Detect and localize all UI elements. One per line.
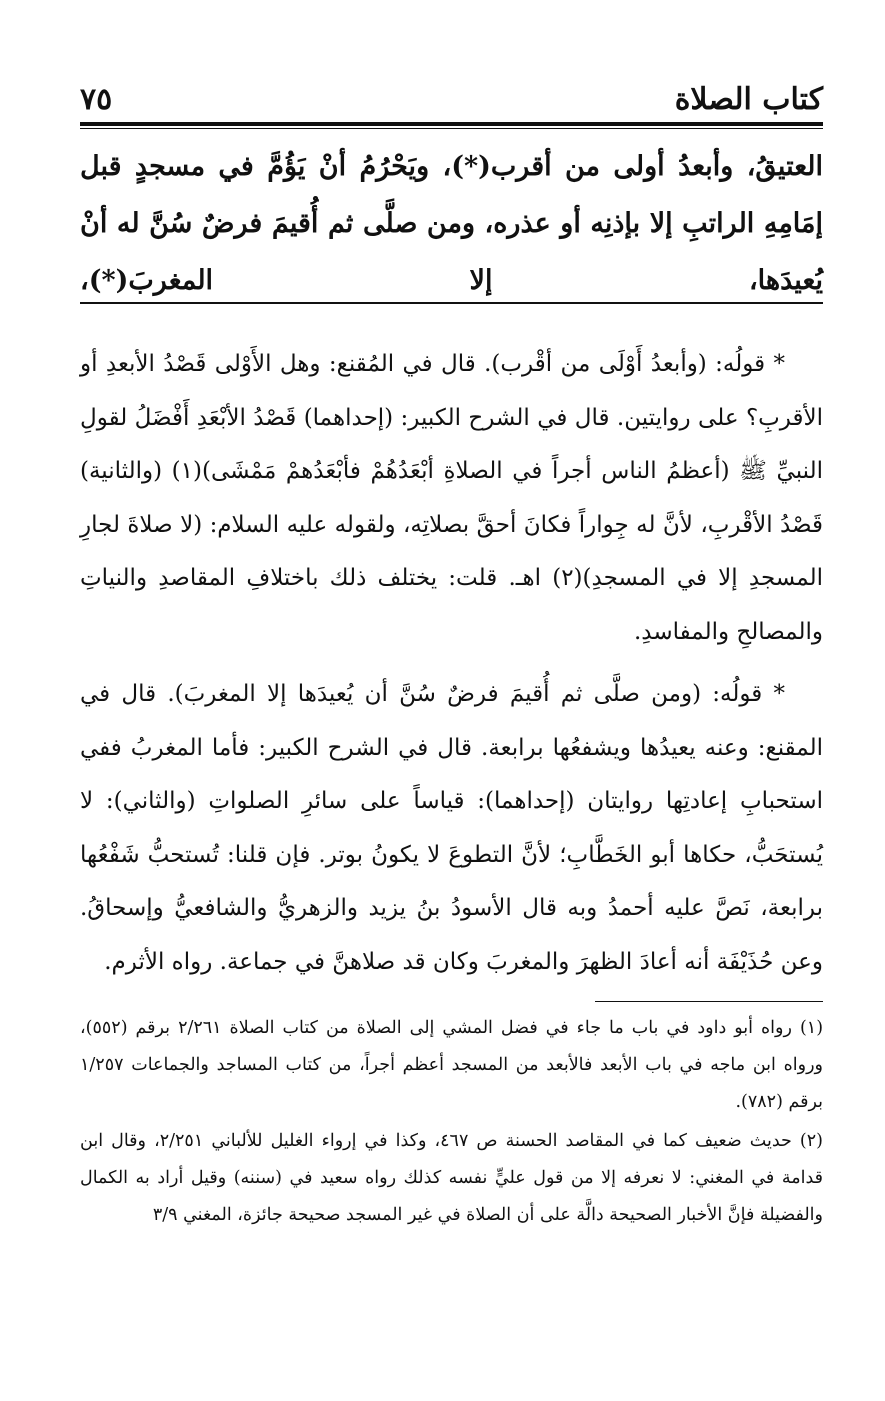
header-rule-thin xyxy=(80,128,823,129)
page-number: ٧٥ xyxy=(80,82,113,117)
main-text xyxy=(80,138,823,309)
footnote-rule xyxy=(595,1001,823,1002)
main-text-paragraph: العتيقُ، وأبعدُ أولى من أقرب(*)، ويَحْرُمُ أنْ يَؤُمَّ في مسجدٍ قبل إمَامِهِ الراتبِ إلا بإذنِه أو عذره، ومن صلَّى ثم أُقيمَ فرضٌ سُنَّ له أنْ يُعيدَها، إلا المغربَ(*)، xyxy=(80,151,823,296)
section-divider xyxy=(80,302,823,304)
chapter-title: كتاب الصلاة xyxy=(674,82,823,117)
page-header xyxy=(80,76,823,120)
commentary-paragraph-1: * قولُه: (وأبعدُ أَوْلَى من أقْرب). قال في المُقنع: وهل الأَوْلى قَصْدُ الأبعدِ أو الأقربِ؟ على روايتين. قال في الشرح الكبير: (إحداهما) قَصْدُ الأبْعَدِ أَفْضَلُ لقولِ النبيِّ ﷺ (أعظمُ الناس أجراً في الصلاةِ أبْعَدُهُمْ فأبْعَدُهمْ مَمْشَى)(١) (والثانية) قَصْدُ الأقْربِ، لأنَّ له جِواراً فكانَ أحقَّ بصلاتِه، ولقوله عليه السلام: (لا صلاةَ لجارِ المسجدِ إلا في المسجدِ)(٢) اهـ. قلت: يختلف ذلك باختلافِ المقاصدِ والنياتِ والمصالحِ والمفاسدِ. xyxy=(80,351,824,645)
commentary-paragraph-2: * قولُه: (ومن صلَّى ثم أُقيمَ فرضٌ سُنَّ أن يُعيدَها إلا المغربَ). قال في المقنع: وعنه يعيدُها ويشفعُها برابعة. قال في الشرح الكبير: فأما المغربُ ففي استحبابِ إعادتِها روايتان (إحداهما): قياساً على سائرِ الصلواتِ (والثاني): لا يُستحَبُّ، حكاها أبو الخَطَّابِ؛ لأنَّ التطوعَ لا يكونُ بوتر. فإن قلنا: تُستحبُّ شَفْعُها برابعة، نَصَّ عليه أحمدُ وبه قال الأسودُ بنُ يزيد والزهريُّ والشافعيُّ وإسحاقُ. وعن حُذَيْفَة أنه أعادَ الظهرَ والمغربَ وكان قد صلاهنَّ في جماعة. رواه الأثرم. xyxy=(80,681,823,975)
footnote-1: (١) رواه أبو داود في باب ما جاء في فضل المشي إلى الصلاة من كتاب الصلاة ٢/٢٦١ برقم (٥٥٢)، ورواه ابن ماجه في باب الأبعد فالأبعد من المسجد أعظم أجراً، من كتاب المساجد والجماعات ١/٢٥٧ برقم (٧٨٢). xyxy=(80,1018,824,1112)
commentary xyxy=(80,338,823,998)
header-rule-thick xyxy=(80,122,823,126)
footnotes xyxy=(80,1010,823,1236)
footnote-2: (٢) حديث ضعيف كما في المقاصد الحسنة ص ٤٦٧، وكذا في إرواء الغليل للألباني ٢/٢٥١، وقال ابن قدامة في المغني: لا نعرفه إلا من قول عليٍّ نفسه كذلك رواه سعيد في (سننه) وقيل أراد به الكمال والفضيلة فإنَّ الأخبار الصحيحة دالَّة على أن الصلاة في غير المسجد صحيحة جائزة، المغني ٣/٩ xyxy=(80,1131,823,1225)
